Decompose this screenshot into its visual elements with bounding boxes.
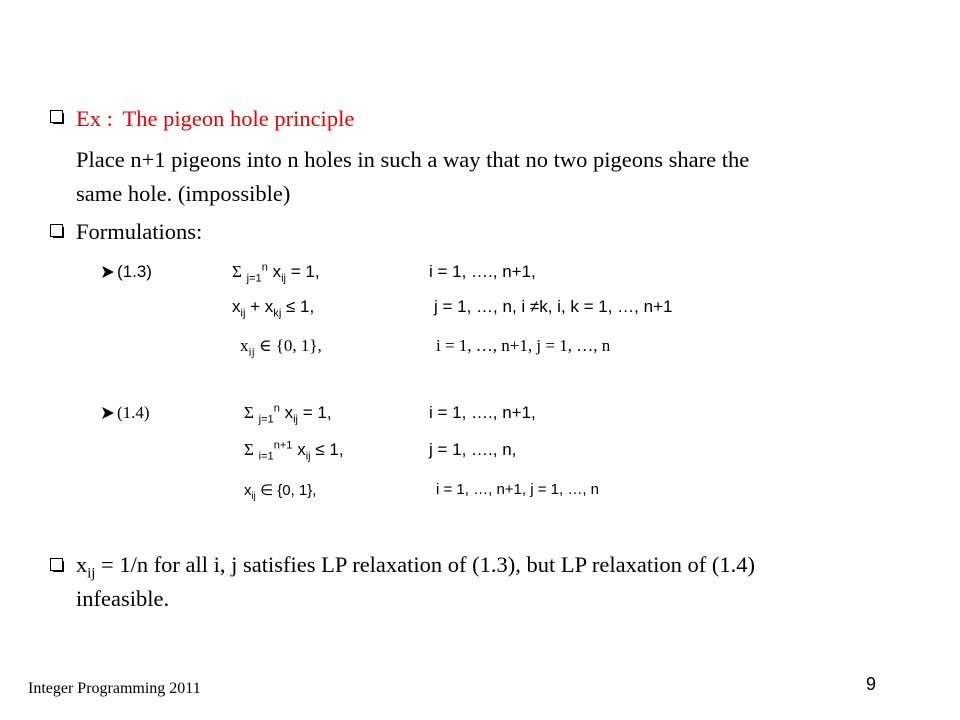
square-bullet-icon: [50, 224, 66, 240]
var-sub: ij: [251, 491, 256, 502]
rhs: = 1,: [298, 403, 332, 422]
f13-row3-expr: [240, 336, 322, 359]
f14-row1-expr: [244, 402, 332, 426]
f13-row3-range: i = 1, …, n+1, j = 1, …, n: [436, 336, 611, 355]
formulation-1-4-label: (1.4): [117, 403, 150, 422]
var-sub: kj: [273, 307, 282, 320]
sigma-symbol: Σ: [244, 440, 254, 459]
sum-index: j=1: [246, 272, 262, 285]
formulation-1-3-label: (1.3): [117, 262, 152, 281]
var-sub: ij: [281, 272, 287, 285]
sigma-symbol: Σ: [232, 262, 242, 281]
description-line-1: Place n+1 pigeons into n holes in such a way that no two pigeons share the: [76, 147, 750, 172]
example-title: The pigeon hole principle: [122, 106, 355, 131]
sigma-symbol: Σ: [244, 403, 254, 422]
conclusion-text: = 1/n for all i, j satisfies LP relaxation of (1.3), but LP relaxation of (1.4): [95, 552, 755, 577]
var-x: x: [297, 440, 306, 459]
var-x: x: [244, 482, 252, 499]
f14-row3-expr: [244, 481, 317, 502]
f14-row2-range: j = 1, …., n,: [429, 440, 517, 459]
conclusion-line-1: [76, 552, 755, 582]
conclusion-line-2: infeasible.: [76, 586, 170, 611]
arrow-bullet-icon: [102, 266, 114, 278]
rhs: ∈ {0, 1},: [255, 482, 317, 499]
f14-row2-expr: [244, 439, 344, 463]
rhs: ∈ {0, 1},: [254, 336, 322, 355]
example-prefix: Ex :: [76, 106, 119, 131]
f13-row2-range: j = 1, …, n, i ≠k, i, k = 1, …, n+1: [434, 297, 673, 316]
var-x: x: [232, 297, 241, 316]
sum-upper: n: [261, 261, 268, 274]
rhs: ≤ 1,: [281, 297, 315, 316]
rhs: ≤ 1,: [310, 440, 344, 459]
f13-row1-range: i = 1, …., n+1,: [429, 262, 536, 281]
example-heading: [76, 106, 354, 132]
footer-course: Integer Programming 2011: [28, 680, 201, 697]
var-x: x: [240, 336, 249, 355]
var-sub: ij: [248, 346, 255, 359]
var-x: x: [272, 262, 282, 281]
var-x: x: [284, 403, 294, 422]
rhs: = 1,: [286, 262, 320, 281]
sum-index: j=1: [258, 413, 274, 426]
var-x: x: [76, 552, 88, 577]
description-line-2: same hole. (impossible): [76, 181, 291, 206]
formulations-label: Formulations:: [76, 219, 203, 244]
f13-row1-expr: [232, 261, 320, 285]
var-sub: ij: [293, 413, 299, 426]
page-number: 9: [866, 674, 877, 694]
f14-row1-range: i = 1, …., n+1,: [429, 403, 536, 422]
var-sub: ij: [240, 307, 246, 320]
f13-row2-expr: [232, 297, 315, 320]
sum-upper: n: [273, 402, 280, 415]
f14-row3-range: i = 1, …, n+1, j = 1, …, n: [436, 481, 600, 498]
sum-upper: n+1: [273, 439, 293, 452]
sum-index: i=1: [258, 450, 274, 463]
square-bullet-icon: [50, 110, 66, 126]
plus-term: + x: [245, 297, 274, 316]
arrow-bullet-icon: [102, 407, 114, 419]
square-bullet-icon: [50, 558, 66, 574]
var-sub: ij: [305, 450, 311, 463]
var-sub: ij: [87, 565, 96, 582]
